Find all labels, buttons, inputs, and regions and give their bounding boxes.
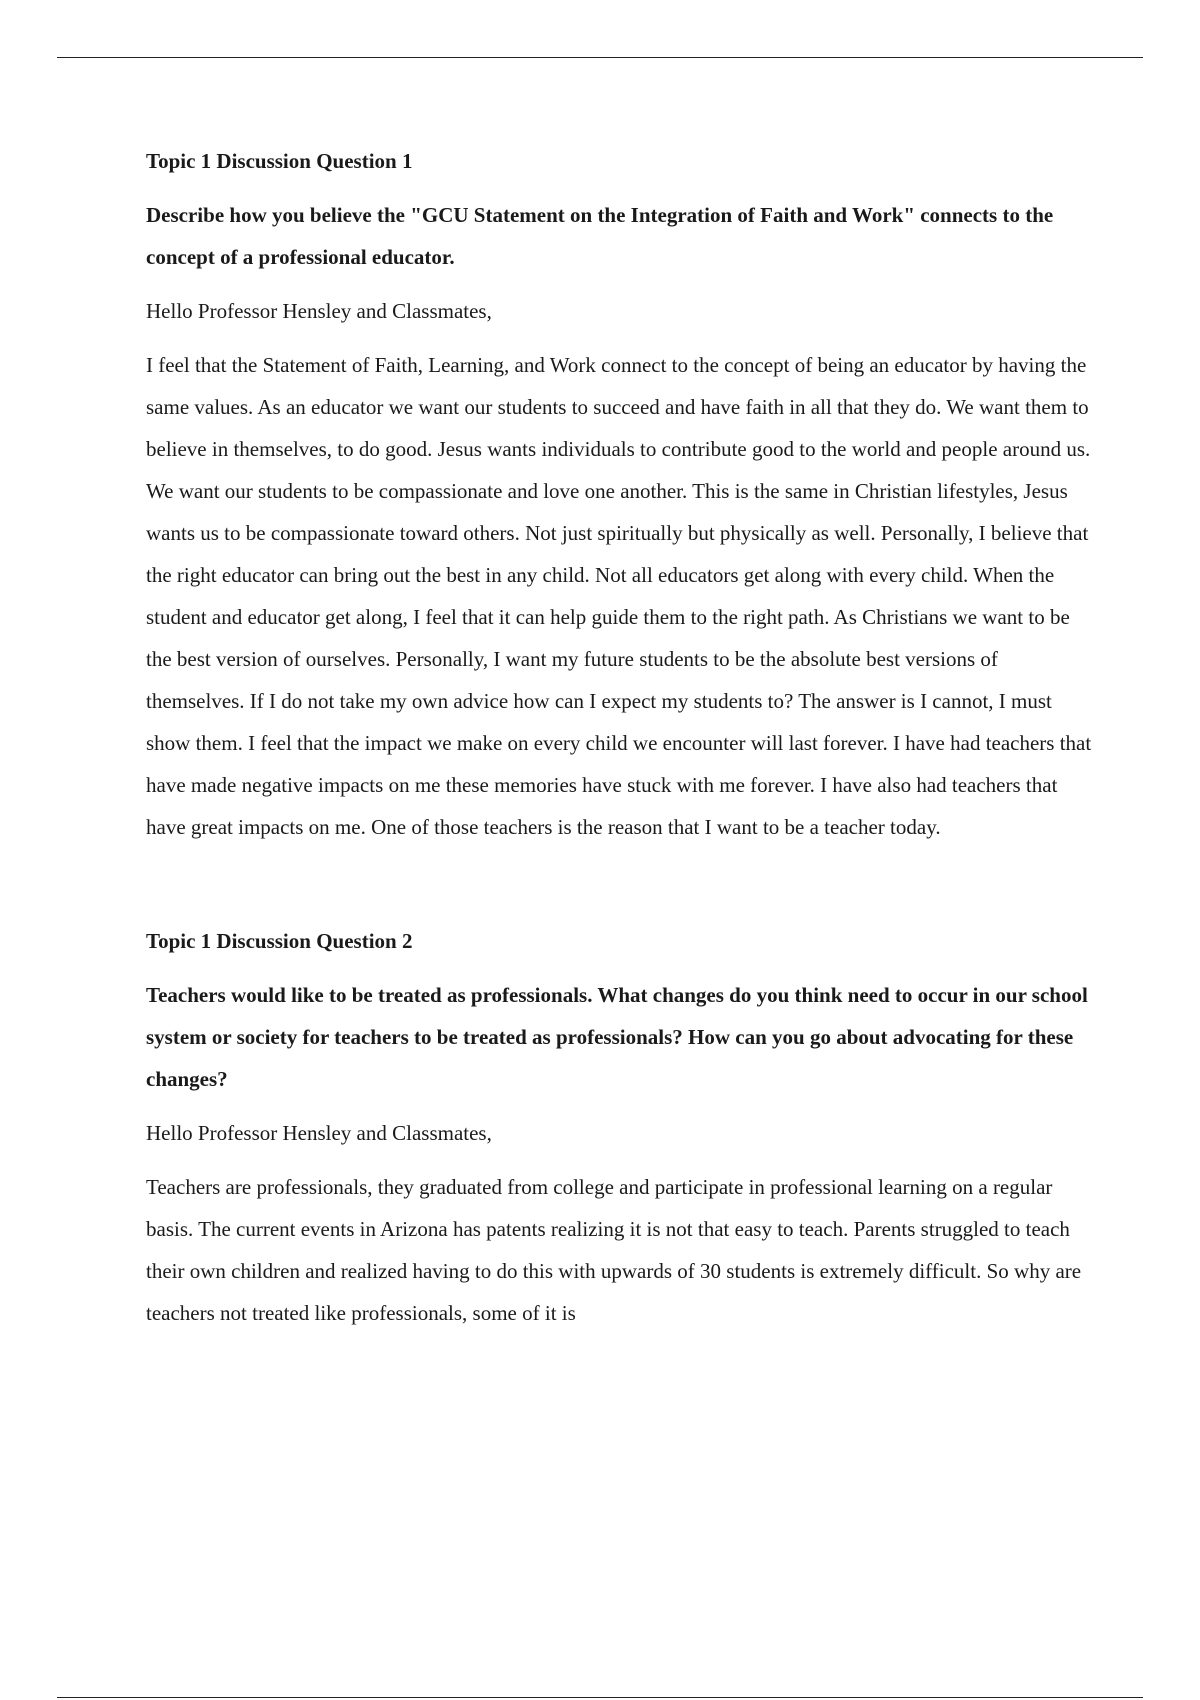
response-body: Teachers are professionals, they graduated from college and participate in professional learning on a regular basis. The current events in Arizona has patents realizing it is not that easy to teach. Parents struggled to teach their own children and realized having to do this with upwards of 30 students is extremely difficult. So why are teachers not treated like professionals, some of it is	[146, 1175, 1082, 1325]
discussion-question: Describe how you believe the "GCU Statement on the Integration of Faith and Work" connects to the concept of a professional educator.	[146, 203, 1054, 269]
discussion-question: Teachers would like to be treated as professionals. What changes do you think need to occur in our school system or society for teachers to be treated as professionals? How can you go about advocating for these changes?	[146, 983, 1088, 1091]
topic-title: Topic 1 Discussion Question 1	[146, 149, 413, 173]
response-body: I feel that the Statement of Faith, Learning, and Work connect to the concept of being an educator by having the same values. As an educator we want our students to succeed and have faith in all that they do. We want them to believe in themselves, to do good. Jesus wants individuals to contribute good to the world and people around us. We want our students to be compassionate and love one another. This is the same in Christian lifestyles, Jesus wants us to be compassionate toward others. Not just spiritually but physically as well. Personally, I believe that the right educator can bring out the best in any child. Not all educators get along with every child. When the student and educator get along, I feel that it can help guide them to the right path. As Christians we want to be the best version of ourselves. Personally, I want my future students to be the absolute best versions of themselves. If I do not take my own advice how can I expect my students to? The answer is I cannot, I must show them. I feel that the impact we make on every child we encounter will last forever. I have had teachers that have made negative impacts on me these memories have stuck with me forever. I have also had teachers that have great impacts on me. One of those teachers is the reason that I want to be a teacher today.	[146, 353, 1092, 839]
document-content	[146, 140, 1096, 1334]
discussion-section-2	[146, 920, 1096, 1334]
discussion-section-1	[146, 140, 1096, 848]
top-rule	[57, 57, 1143, 58]
greeting: Hello Professor Hensley and Classmates,	[146, 299, 492, 323]
topic-title: Topic 1 Discussion Question 2	[146, 929, 413, 953]
greeting: Hello Professor Hensley and Classmates,	[146, 1121, 492, 1145]
bottom-rule	[57, 1697, 1143, 1698]
